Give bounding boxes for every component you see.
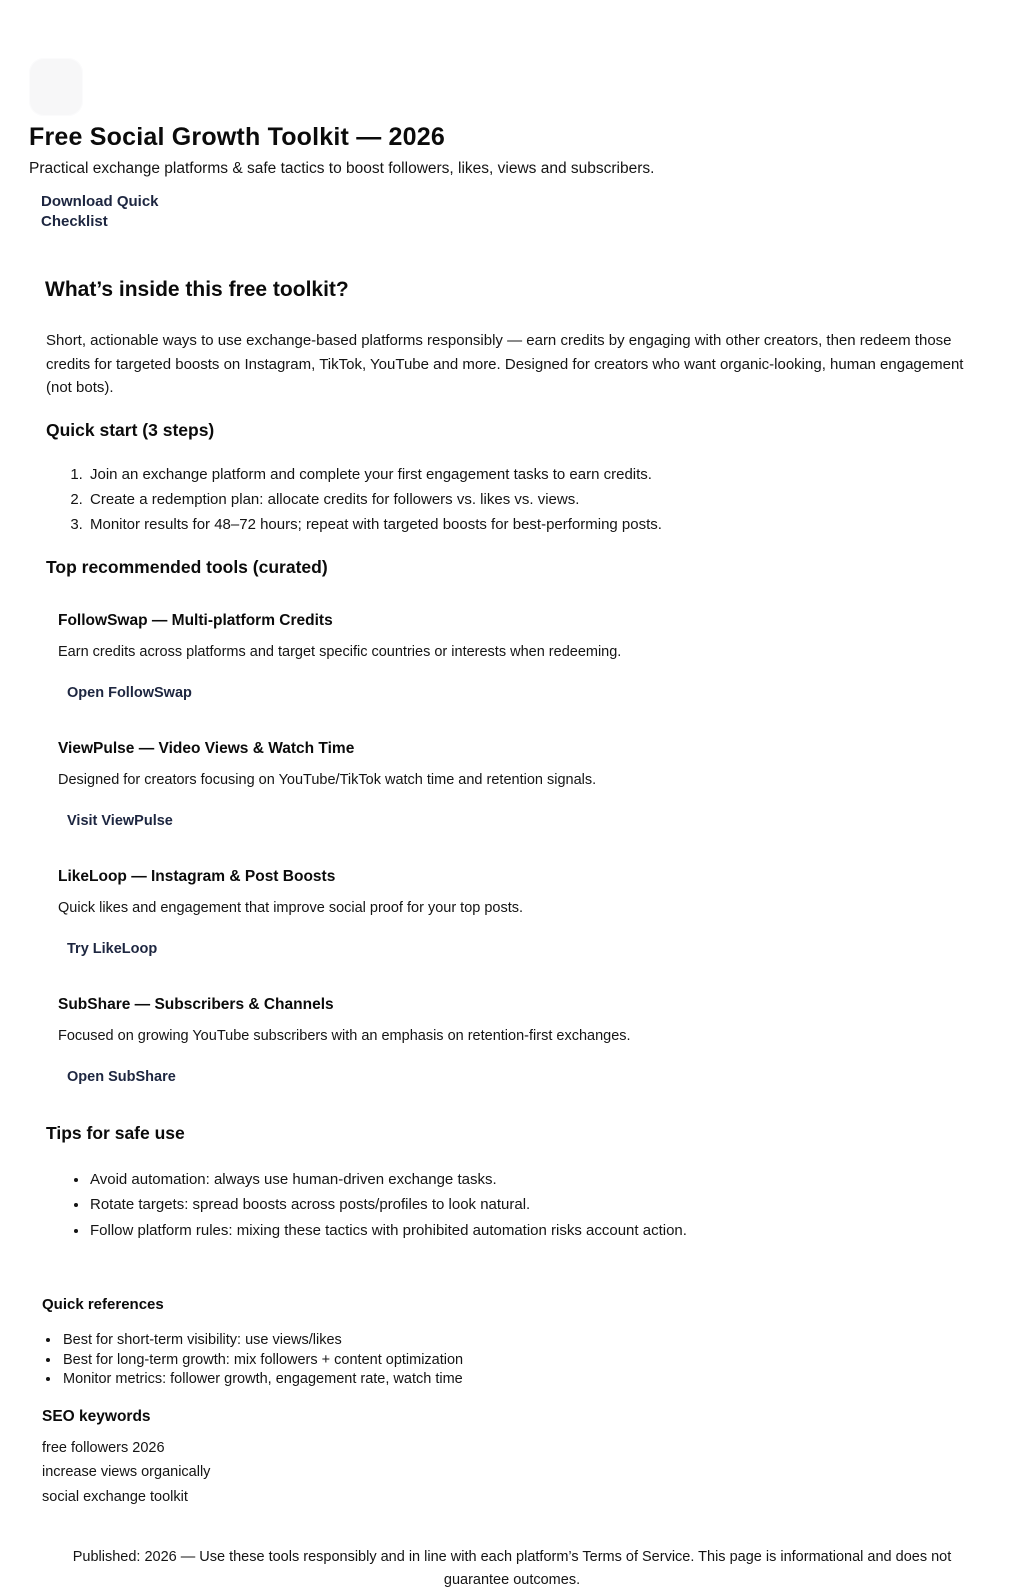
intro-paragraph: Short, actionable ways to use exchange-based platforms responsibly — earn credits by engaging with other creators, then redeem those credits for targeted boosts on Instagram, TikTok, YouTube and more. Designed for creators who want organic-looking, human engagement (not bots). [46, 332, 964, 396]
tips-list [45, 1167, 980, 1244]
intro-heading: What’s inside this free toolkit? [45, 278, 349, 301]
logo-placeholder [29, 58, 83, 116]
seo-keywords-heading: SEO keywords [42, 1407, 151, 1425]
quick-references-heading: Quick references [42, 1296, 164, 1313]
open-subshare-link[interactable]: Open SubShare [67, 1068, 176, 1085]
reference-item: • Best for long-term growth: mix followers + content optimization [61, 1351, 980, 1371]
seo-keyword: free followers 2026 [42, 1439, 165, 1456]
tools-list [45, 611, 980, 1086]
open-followswap-link[interactable]: Open FollowSwap [67, 684, 192, 701]
reference-item: • Best for short-term visibility: use views/likes [61, 1331, 980, 1351]
tool-description: Designed for creators focusing on YouTube/TikTok watch time and retention signals. [58, 771, 597, 788]
tool-card-likeloop [58, 867, 980, 958]
quick-start-step: 2. Create a redemption plan: allocate credits for followers vs. likes vs. views. [87, 487, 980, 512]
page-footer: Published: 2026 — Use these tools responsibly and in line with each platform’s Terms of Service. This page is informational and does not guarantee outcomes. [72, 1549, 952, 1588]
tool-card-followswap [58, 611, 980, 702]
tool-card-viewpulse [58, 739, 980, 830]
tool-description: Earn credits across platforms and target specific countries or interests when redeeming. [58, 643, 622, 660]
tools-heading: Top recommended tools (curated) [46, 556, 328, 577]
quick-start-list [45, 462, 980, 537]
tip-item: • Avoid automation: always use human-driven exchange tasks. [89, 1167, 980, 1193]
tips-heading: Tips for safe use [46, 1122, 185, 1143]
header [0, 0, 1024, 231]
references-section [0, 1296, 1024, 1504]
reference-item: • Monitor metrics: follower growth, engagement rate, watch time [61, 1370, 980, 1390]
seo-keyword: social exchange toolkit [42, 1488, 188, 1505]
page-title: Free Social Growth Toolkit — 2026 [29, 123, 445, 151]
quick-start-step: 1. Join an exchange platform and complete your first engagement tasks to earn credits. [87, 462, 980, 487]
download-checklist-link[interactable]: Download Quick Checklist [41, 193, 159, 230]
tool-description: Quick likes and engagement that improve social proof for your top posts. [58, 899, 524, 916]
tool-title: LikeLoop — Instagram & Post Boosts [58, 867, 336, 885]
quick-start-step: 3. Monitor results for 48–72 hours; repeat with targeted boosts for best-performing posts. [87, 512, 980, 537]
tool-description: Focused on growing YouTube subscribers with an emphasis on retention-first exchanges. [58, 1027, 631, 1044]
tool-title: ViewPulse — Video Views & Watch Time [58, 739, 355, 757]
tip-item: • Follow platform rules: mixing these tactics with prohibited automation risks account action. [89, 1218, 980, 1244]
visit-viewpulse-link[interactable]: Visit ViewPulse [67, 812, 173, 829]
tool-card-subshare [58, 995, 980, 1086]
seo-keyword: increase views organically [42, 1464, 211, 1480]
main-content [0, 278, 1024, 1243]
quick-references-list [42, 1331, 980, 1390]
page-subtitle: Practical exchange platforms & safe tactics to boost followers, likes, views and subscribers. [29, 160, 655, 177]
tool-title: FollowSwap — Multi-platform Credits [58, 611, 333, 629]
tool-title: SubShare — Subscribers & Channels [58, 995, 334, 1013]
tip-item: • Rotate targets: spread boosts across posts/profiles to look natural. [89, 1192, 980, 1218]
quick-start-heading: Quick start (3 steps) [46, 419, 215, 440]
try-likeloop-link[interactable]: Try LikeLoop [67, 940, 158, 957]
